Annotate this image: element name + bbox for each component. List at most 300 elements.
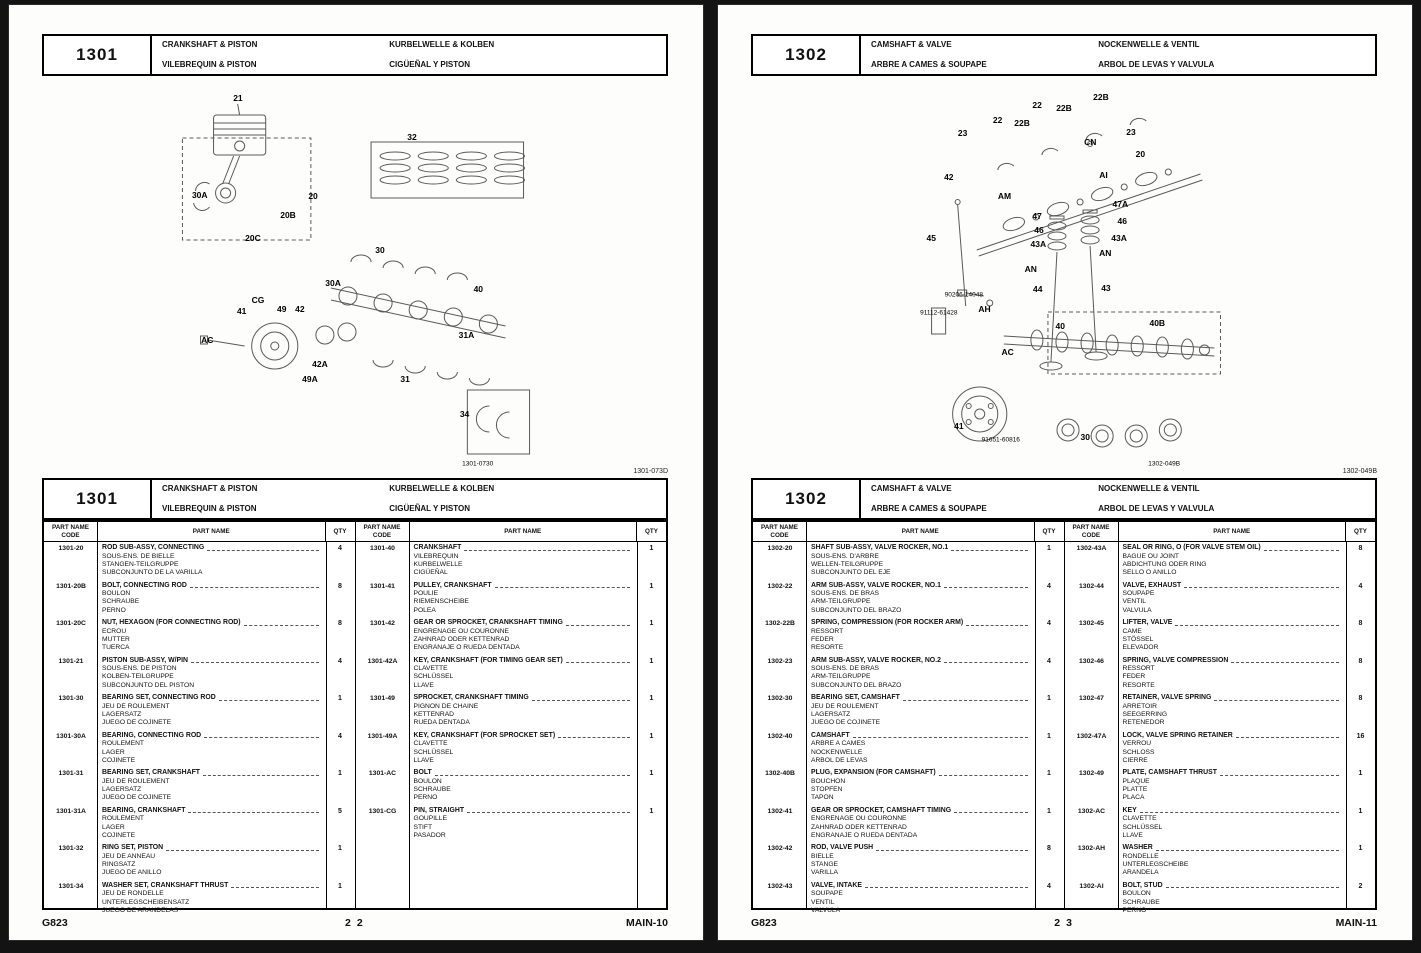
part-name-translation: RIEMENSCHEIBE bbox=[413, 598, 469, 606]
part-name-translation: MUTTER bbox=[102, 635, 130, 643]
diagram-callout: 30 bbox=[1080, 431, 1091, 442]
part-name: BOLT bbox=[413, 769, 432, 777]
part-qty: 1 bbox=[649, 732, 654, 740]
leader-line bbox=[1236, 737, 1339, 738]
leader-line bbox=[566, 662, 630, 663]
part-name-translation: ROULEMENT bbox=[102, 815, 144, 823]
part-name-translation: KETTENRAD bbox=[413, 710, 455, 718]
page-footer bbox=[42, 912, 668, 929]
part-name-cell bbox=[807, 657, 1035, 691]
diagram-callout: 40 bbox=[1055, 320, 1065, 331]
part-qty: 1 bbox=[1358, 770, 1363, 778]
part-code: 1302-30 bbox=[767, 695, 793, 703]
diagram-callout: 20C bbox=[245, 232, 261, 243]
part-name-translation: ENGRENAGE OU COURONNE bbox=[811, 815, 907, 823]
diagram-callout: 46 bbox=[1117, 215, 1127, 226]
table-row bbox=[1065, 617, 1376, 655]
part-name-translation: STÖSSEL bbox=[1122, 635, 1154, 643]
table-row bbox=[356, 730, 667, 768]
leader-line bbox=[467, 812, 630, 813]
leader-line bbox=[464, 550, 630, 551]
footer-catalog-code: G823 bbox=[751, 917, 777, 929]
section-titles bbox=[152, 36, 666, 74]
part-code: 1302-42 bbox=[767, 845, 793, 853]
part-name-translation: CLAVETTE bbox=[1122, 815, 1157, 823]
table-row bbox=[753, 767, 1064, 805]
part-name-translation: JEU DE ROULEMENT bbox=[102, 702, 170, 710]
diagram-callout: 40 bbox=[473, 284, 484, 295]
table-header-row bbox=[1065, 522, 1376, 542]
part-qty: 1 bbox=[649, 807, 654, 815]
part-name-translation: SCHLOSS bbox=[1122, 748, 1155, 756]
part-code: 1302-23 bbox=[767, 657, 793, 665]
table-row bbox=[44, 842, 355, 880]
diagram-callout: 90206-14048 bbox=[944, 291, 983, 299]
leader-line bbox=[204, 737, 318, 738]
part-name: GEAR OR SPROCKET, CAMSHAFT TIMING bbox=[811, 806, 952, 814]
diagram-callout: 22B bbox=[1093, 91, 1109, 102]
diagram-callout: 30A bbox=[325, 278, 341, 289]
title-english: CRANKSHAFT & PISTON bbox=[162, 40, 258, 49]
part-name: BOLT, STUD bbox=[1122, 881, 1163, 889]
part-name-line bbox=[102, 807, 321, 816]
title-english: CAMSHAFT & VALVE bbox=[871, 484, 952, 493]
part-qty: 4 bbox=[1047, 882, 1051, 890]
part-name-line bbox=[811, 619, 1030, 628]
part-name-translation: JEU DE ROULEMENT bbox=[102, 777, 170, 785]
part-name-cell bbox=[807, 807, 1035, 841]
part-name-translation: RINGSATZ bbox=[102, 861, 136, 869]
diagram-callout: 44 bbox=[1032, 284, 1043, 295]
section-titles bbox=[861, 480, 1375, 518]
part-name: PLUG, EXPANSION (FOR CAMSHAFT) bbox=[811, 769, 936, 777]
title-german: NOCKENWELLE & VENTIL bbox=[1098, 484, 1200, 493]
part-name-cell bbox=[98, 807, 326, 841]
part-name-line bbox=[414, 619, 633, 628]
part-name-translation: PLACA bbox=[1122, 794, 1145, 802]
part-code: 1301-30A bbox=[56, 732, 86, 740]
part-name-translation: JEU DE ANNEAU bbox=[102, 852, 156, 860]
table-row bbox=[44, 692, 355, 730]
footer-section-ref: MAIN-11 bbox=[1335, 917, 1377, 929]
section-titles bbox=[861, 36, 1375, 74]
part-name-translation: CLAVETTE bbox=[413, 740, 448, 748]
leader-line bbox=[191, 662, 318, 663]
column-header-code: PART NAME CODE bbox=[753, 522, 807, 541]
title-spanish: CIGÜEÑAL Y PISTON bbox=[389, 504, 470, 513]
diagram-callout: 20 bbox=[308, 191, 318, 201]
part-name-line bbox=[102, 619, 321, 628]
part-name-line bbox=[414, 582, 633, 591]
diagram-callout: CN bbox=[1084, 137, 1097, 148]
diagram-callout: 31 bbox=[400, 373, 410, 384]
part-name: PIN, STRAIGHT bbox=[413, 806, 465, 814]
table-header-row bbox=[356, 522, 667, 542]
part-name: ROD, VALVE PUSH bbox=[811, 844, 874, 852]
diagram-callout: 47 bbox=[1032, 210, 1042, 221]
part-name-line bbox=[414, 807, 633, 816]
part-code: 1302-49 bbox=[1079, 770, 1104, 778]
part-name-translation: ROULEMENT bbox=[102, 740, 144, 748]
part-name-translation: RETENEDOR bbox=[1122, 719, 1165, 727]
part-name-translation: SCHLÜSSEL bbox=[413, 673, 454, 681]
part-code: 1302-40B bbox=[765, 770, 795, 778]
diagram-callout: 22B bbox=[1056, 103, 1072, 114]
table-row bbox=[356, 617, 667, 655]
table-header-row bbox=[753, 522, 1064, 542]
column-header-qty: QTY bbox=[645, 527, 658, 535]
part-name-translation: BIELLE bbox=[811, 852, 834, 860]
table-row bbox=[753, 730, 1064, 768]
part-name-line bbox=[811, 769, 1030, 778]
part-name-translation: ENGRANAJE O RUEDA DENTADA bbox=[413, 644, 520, 652]
part-name-cell bbox=[410, 657, 638, 691]
part-name-translation: PIGNON DE CHAINE bbox=[413, 702, 479, 710]
part-name: BEARING SET, CONNECTING ROD bbox=[102, 694, 216, 702]
part-name: KEY, CRANKSHAFT (FOR TIMING GEAR SET) bbox=[413, 656, 563, 664]
title-english: CRANKSHAFT & PISTON bbox=[162, 484, 258, 493]
title-german: NOCKENWELLE & VENTIL bbox=[1098, 40, 1200, 49]
column-header-code: PART NAME CODE bbox=[1065, 522, 1119, 541]
part-name-line bbox=[102, 582, 321, 591]
leader-line bbox=[1175, 625, 1339, 626]
part-name-translation: SOUS-ENS. DE PISTON bbox=[102, 665, 177, 673]
part-name-cell bbox=[410, 544, 638, 578]
part-qty: 4 bbox=[1047, 582, 1051, 590]
part-name-translation: ARBRE A CAMES bbox=[811, 740, 866, 748]
leader-line bbox=[1220, 775, 1339, 776]
part-code: 1302-47 bbox=[1079, 695, 1104, 703]
diagram-callout: 49 bbox=[277, 304, 287, 315]
part-name-translation: STIFT bbox=[413, 823, 433, 831]
part-name-translation: JUEGO DE ANILLO bbox=[102, 869, 162, 877]
part-name-translation: ARM-TEILGRUPPE bbox=[811, 598, 871, 606]
part-name: BEARING, CONNECTING ROD bbox=[102, 731, 202, 739]
part-name-line bbox=[1123, 844, 1342, 853]
table-row bbox=[44, 617, 355, 655]
parts-table-1302 bbox=[751, 520, 1377, 914]
part-code: 1301-20B bbox=[56, 582, 86, 590]
diagram-callout: 41 bbox=[954, 421, 964, 432]
part-name-translation: STANGE bbox=[811, 861, 839, 869]
part-qty: 1 bbox=[1358, 845, 1363, 853]
part-code: 1301-42 bbox=[370, 620, 395, 628]
diagram-callout: 31A bbox=[458, 330, 475, 340]
part-code: 1301-31 bbox=[58, 770, 84, 778]
part-name-translation: KURBELWELLE bbox=[413, 560, 463, 568]
part-name-translation: SELLO O ANILLO bbox=[1122, 569, 1177, 577]
part-name-translation: BOUCHON bbox=[811, 777, 846, 785]
part-name: NUT, HEXAGON (FOR CONNECTING ROD) bbox=[102, 619, 241, 627]
part-name: CAMSHAFT bbox=[811, 731, 850, 739]
part-qty: 1 bbox=[649, 695, 654, 703]
part-name-translation: CIERRE bbox=[1122, 756, 1148, 764]
part-qty: 1 bbox=[1047, 695, 1051, 703]
part-qty: 1 bbox=[338, 845, 342, 853]
part-name-line bbox=[811, 582, 1030, 591]
part-name: BEARING SET, CRANKSHAFT bbox=[102, 769, 201, 777]
diagram-callout: 40B bbox=[1149, 317, 1166, 328]
leader-line bbox=[865, 887, 1028, 888]
leader-line bbox=[566, 625, 630, 626]
part-name-translation: SCHRAUBE bbox=[413, 786, 451, 794]
diagram-callout: AN bbox=[1099, 248, 1112, 259]
part-code: 1302-AC bbox=[1077, 807, 1106, 815]
column-header-name: PART NAME bbox=[98, 522, 326, 541]
part-name-line bbox=[811, 694, 1030, 703]
part-name-line bbox=[102, 882, 321, 891]
diagram-callout: 22B bbox=[1014, 117, 1030, 128]
part-qty: 4 bbox=[1047, 657, 1051, 665]
part-name-cell bbox=[807, 544, 1035, 578]
table-left-half bbox=[44, 522, 355, 914]
table-row bbox=[356, 692, 667, 730]
part-name-translation: FEDER bbox=[1122, 673, 1146, 681]
part-name: LIFTER, VALVE bbox=[1122, 619, 1173, 627]
section-code: 1302 bbox=[753, 36, 861, 74]
part-name-translation: UNTERLEGSCHEIBENSATZ bbox=[102, 898, 190, 906]
part-name: SPROCKET, CRANKSHAFT TIMING bbox=[413, 694, 529, 702]
part-name-translation: LAGER bbox=[102, 823, 125, 831]
diagram-callout: 42A bbox=[312, 359, 328, 370]
part-code: 1302-43 bbox=[767, 882, 793, 890]
part-name-translation: ARBOL DE LEVAS bbox=[811, 756, 868, 764]
diagram-callout: 46 bbox=[1034, 225, 1044, 236]
part-code: 1302-AH bbox=[1077, 845, 1106, 853]
diagram-callout: 43 bbox=[1101, 283, 1111, 294]
part-name-translation: ELEVADOR bbox=[1122, 644, 1159, 652]
part-name-cell bbox=[1119, 807, 1347, 841]
part-qty: 1 bbox=[649, 770, 654, 778]
part-name-line bbox=[811, 844, 1030, 853]
diagram-callout: AH bbox=[978, 304, 991, 315]
footer-section-ref: MAIN-10 bbox=[625, 917, 668, 929]
column-header-qty: QTY bbox=[1042, 527, 1056, 535]
part-name-translation: TAPON bbox=[811, 794, 834, 802]
part-name-translation: SOUS-ENS. DE BRAS bbox=[811, 590, 880, 598]
leader-line bbox=[951, 550, 1027, 551]
diagram-callout: 42 bbox=[944, 172, 954, 183]
part-code: 1301-49A bbox=[367, 732, 398, 740]
part-qty: 5 bbox=[338, 807, 342, 815]
part-qty: 4 bbox=[338, 545, 342, 552]
part-name-line bbox=[1123, 882, 1342, 891]
leader-line bbox=[954, 812, 1027, 813]
part-name-translation: SCHRAUBE bbox=[102, 598, 140, 606]
part-code: 1301-CG bbox=[368, 807, 397, 815]
leader-line bbox=[231, 887, 318, 888]
part-code: 1302-43A bbox=[1076, 545, 1107, 552]
leader-line bbox=[1231, 662, 1339, 663]
part-name-translation: SOUS-ENS. DE BIELLE bbox=[102, 552, 175, 560]
part-name-translation: JUEGO DE ARANDELAS bbox=[102, 906, 179, 914]
part-name-translation: COJINETE bbox=[102, 831, 136, 839]
part-name-translation: LLAVE bbox=[413, 681, 434, 689]
part-name-cell bbox=[410, 582, 638, 616]
part-name-translation: POULIE bbox=[413, 590, 439, 598]
table-body bbox=[753, 542, 1064, 914]
diagram-illustration bbox=[42, 78, 668, 474]
part-name-line bbox=[1123, 619, 1342, 628]
part-name-cell bbox=[98, 582, 326, 616]
part-qty: 8 bbox=[338, 620, 342, 628]
part-qty: 1 bbox=[649, 657, 654, 665]
part-name-cell bbox=[807, 619, 1035, 653]
part-name: BEARING, CRANKSHAFT bbox=[102, 806, 186, 814]
part-name-translation: SUBCONJUNTO DEL PISTON bbox=[102, 681, 195, 689]
part-qty: 4 bbox=[338, 732, 342, 740]
part-name-line bbox=[1123, 732, 1342, 741]
part-name-cell bbox=[1119, 694, 1347, 728]
part-code: 1302-22 bbox=[767, 582, 793, 590]
part-name-translation: RESORTE bbox=[811, 644, 844, 652]
part-qty: 1 bbox=[1047, 545, 1051, 552]
part-name-line bbox=[102, 657, 321, 666]
part-name-translation: KOLBEN-TEILGRUPPE bbox=[102, 673, 174, 681]
part-qty: 1 bbox=[338, 770, 342, 778]
leader-line bbox=[207, 550, 318, 551]
diagram-callout: 43A bbox=[1111, 232, 1127, 243]
part-name-cell bbox=[1119, 882, 1347, 916]
part-name-line bbox=[102, 544, 321, 553]
part-name: WASHER bbox=[1122, 844, 1153, 852]
part-name-line bbox=[414, 657, 633, 666]
title-french: VILEBREQUIN & PISTON bbox=[162, 504, 257, 513]
part-name-translation: SOUS-ENS. DE BRAS bbox=[811, 665, 880, 673]
part-code: 1302-46 bbox=[1079, 657, 1104, 665]
part-name-translation: WELLEN-TEILGRUPPE bbox=[811, 560, 884, 568]
part-qty: 8 bbox=[1047, 845, 1051, 853]
leader-line bbox=[903, 700, 1028, 701]
section-header bbox=[42, 34, 668, 76]
part-name-translation: CAME bbox=[1122, 627, 1142, 635]
diagram-callout: 41 bbox=[236, 306, 247, 317]
part-name-cell bbox=[1119, 657, 1347, 691]
leader-line bbox=[244, 625, 319, 626]
diagram-callout: 32 bbox=[407, 132, 417, 142]
table-row bbox=[753, 580, 1064, 618]
part-name-translation: SUBCONJUNTO DEL BRAZO bbox=[811, 681, 902, 689]
page-1301 bbox=[8, 4, 704, 941]
table-row bbox=[753, 842, 1064, 880]
leader-line bbox=[188, 812, 318, 813]
column-header-code: PART NAME CODE bbox=[356, 522, 410, 541]
part-name-translation: GOUPILLE bbox=[413, 815, 447, 823]
part-name-translation: SCHRAUBE bbox=[1122, 898, 1160, 906]
table-row bbox=[44, 655, 355, 693]
part-code: 1302-22B bbox=[765, 620, 795, 628]
column-header-qty: QTY bbox=[1354, 527, 1367, 535]
part-name-cell bbox=[1119, 844, 1347, 878]
part-name-cell bbox=[807, 844, 1035, 878]
part-name-cell bbox=[1119, 769, 1347, 803]
title-french: ARBRE A CAMES & SOUPAPE bbox=[871, 60, 987, 69]
table-row bbox=[356, 805, 667, 843]
title-french: ARBRE A CAMES & SOUPAPE bbox=[871, 504, 987, 513]
part-name-translation: COJINETE bbox=[102, 756, 136, 764]
part-name-line bbox=[414, 544, 633, 553]
table-row bbox=[753, 655, 1064, 693]
part-name: SEAL OR RING, O (FOR VALVE STEM OIL) bbox=[1122, 544, 1261, 551]
column-header-qty: QTY bbox=[333, 527, 347, 535]
diagram-callout: 30A bbox=[191, 190, 208, 201]
part-name: RING SET, PISTON bbox=[102, 844, 164, 852]
part-name-translation: SUBCONJUNTO DEL EJE bbox=[811, 569, 891, 577]
part-name-translation: JEU DE RONDELLE bbox=[102, 890, 164, 898]
part-name-translation: BOULON bbox=[102, 590, 131, 598]
table-row bbox=[356, 542, 667, 580]
table-row bbox=[753, 542, 1064, 580]
part-name: SPRING, COMPRESSION (FOR ROCKER ARM) bbox=[811, 619, 964, 627]
part-name-translation: VALVULA bbox=[1122, 606, 1152, 614]
table-row bbox=[44, 767, 355, 805]
part-name-translation: SCHLÜSSEL bbox=[413, 748, 454, 756]
part-name-translation: PLAQUE bbox=[1122, 777, 1150, 785]
diagram-callout: 42 bbox=[295, 304, 305, 315]
leader-line bbox=[1214, 700, 1339, 701]
diagram-callout: 45 bbox=[926, 232, 937, 243]
part-name-cell bbox=[807, 732, 1035, 766]
part-code: 1302-44 bbox=[1079, 582, 1104, 590]
part-name-translation: PASADOR bbox=[413, 831, 446, 839]
part-name-cell bbox=[1119, 544, 1347, 578]
part-name-cell bbox=[1119, 582, 1347, 616]
diagram-callout: 91112-61428 bbox=[920, 309, 958, 317]
part-name-translation: ARM-TEILGRUPPE bbox=[811, 673, 871, 681]
part-name-translation: VALVULA bbox=[811, 906, 841, 914]
diagram-callout: 20B bbox=[280, 210, 296, 221]
part-code: 1301-40 bbox=[370, 545, 395, 552]
part-name-line bbox=[102, 694, 321, 703]
leader-line bbox=[1156, 850, 1339, 851]
column-header-name: PART NAME bbox=[410, 522, 638, 541]
part-code: 1302-AI bbox=[1079, 882, 1104, 890]
leader-line bbox=[558, 737, 630, 738]
part-qty: 1 bbox=[1047, 770, 1051, 778]
part-code: 1301-42A bbox=[367, 657, 398, 665]
leader-line bbox=[190, 587, 319, 588]
table-section-header bbox=[42, 478, 668, 520]
part-name-translation: RUEDA DENTADA bbox=[413, 719, 470, 727]
section-titles bbox=[152, 480, 666, 518]
part-code: 1302-41 bbox=[767, 807, 793, 815]
table-row bbox=[44, 730, 355, 768]
leader-line bbox=[203, 775, 318, 776]
part-name: KEY bbox=[1122, 806, 1137, 814]
part-name-line bbox=[102, 732, 321, 741]
part-name: LOCK, VALVE SPRING RETAINER bbox=[1122, 731, 1233, 739]
part-name-cell bbox=[807, 882, 1035, 916]
part-name-translation: PERNO bbox=[1122, 906, 1147, 914]
diagram-callout: AI bbox=[1099, 170, 1108, 181]
table-right-half bbox=[355, 522, 667, 908]
part-qty: 1 bbox=[338, 695, 342, 703]
part-name-translation: ECROU bbox=[102, 627, 127, 635]
part-code: 1302-47A bbox=[1076, 732, 1107, 740]
table-row bbox=[1065, 805, 1376, 843]
part-code: 1301-49 bbox=[370, 695, 395, 703]
part-name-translation: BOULON bbox=[413, 777, 442, 785]
part-name-translation: ABDICHTUNG ODER RING bbox=[1122, 560, 1207, 568]
part-name-translation: ZAHNRAD ODER KETTENRAD bbox=[811, 823, 907, 831]
leader-line bbox=[853, 737, 1028, 738]
part-name: WASHER SET, CRANKSHAFT THRUST bbox=[102, 881, 229, 889]
part-name-translation: CLAVETTE bbox=[413, 665, 448, 673]
part-name: PLATE, CAMSHAFT THRUST bbox=[1122, 769, 1217, 777]
part-name-translation: RESORTE bbox=[1122, 681, 1155, 689]
part-name-translation: ZAHNRAD ODER KETTENRAD bbox=[413, 635, 510, 643]
diagram-callout: 49A bbox=[302, 373, 318, 384]
